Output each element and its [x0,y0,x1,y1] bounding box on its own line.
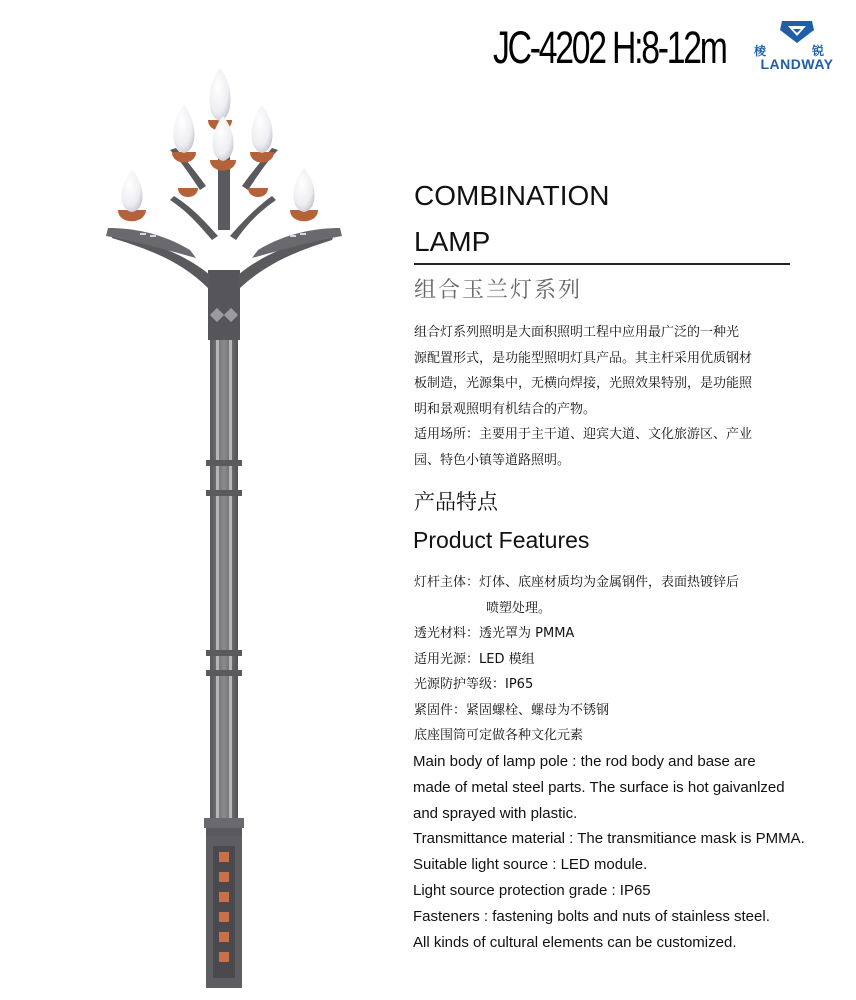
feature-item-en: Main body of lamp pole : the rod body and base are [413,753,756,770]
logo-cn-right: 锐 [812,44,825,58]
feature-item: 底座围筒可定做各种文化元素 [414,728,584,743]
features-list-en [413,749,849,955]
logo-text: LANDWAY [760,56,834,72]
model-number: JC-4202 H:8-12m [493,22,726,73]
description-line: 源配置形式，是功能型照明灯具产品。其主杆采用优质钢材 [414,350,753,366]
feature-item-en: Fasteners : fastening bolts and nuts of stainless steel. [413,907,770,925]
title-line-2: LAMP [414,226,491,257]
feature-item: 光源防护等级：IP65 [414,677,534,692]
feature-item-en: Transmittance material : The transmitiance mask is PMMA. [413,830,805,848]
features-heading-en: Product Features [413,527,590,553]
title-divider [414,263,790,265]
logo-cn-left: 棱 [754,44,767,58]
product-subtitle-cn: 组合玉兰灯系列 [414,278,583,303]
description-line: 园、特色小镇等道路照明。 [414,452,571,468]
feature-item: 喷塑处理。 [486,600,552,616]
description-line: 组合灯系列照明是大面积照明工程中应用最广泛的一种光 [414,325,740,340]
feature-item: 透光材料：透光罩为 PMMA [414,626,575,641]
title-line-1: COMBINATION [414,180,610,211]
product-description [414,320,814,473]
feature-item-en: All kinds of cultural elements can be customized. [413,933,737,951]
features-heading-cn: 产品特点 [414,490,498,514]
feature-item-en: made of metal steel parts. The surface is hot gaivanlzed [413,778,785,796]
landway-logo [752,20,842,76]
description-line: 板制造，光源集中，无横向焊接，光照效果特别，是功能照 [414,376,753,391]
feature-item-en: Light source protection grade : IP65 [413,881,651,899]
description-line: 明和景观照明有机结合的产物。 [414,401,597,417]
feature-item: 灯杆主体：灯体、底座材质均为金属钢件，表面热镀锌后 [414,575,740,590]
description-line: 适用场所：主要用于主干道、迎宾大道、文化旅游区、产业 [414,427,753,442]
product-title [414,178,754,260]
combination-lamp-illustration [100,60,370,990]
feature-item: 紧固件：紧固螺栓、螺母为不锈钢 [414,702,610,718]
feature-item-en: and sprayed with plastic. [413,804,578,822]
feature-item: 适用光源：LED 模组 [414,651,535,667]
logo-shield-icon [752,20,842,44]
feature-item-en: Suitable light source : LED module. [413,856,648,874]
features-list-cn [414,570,814,749]
